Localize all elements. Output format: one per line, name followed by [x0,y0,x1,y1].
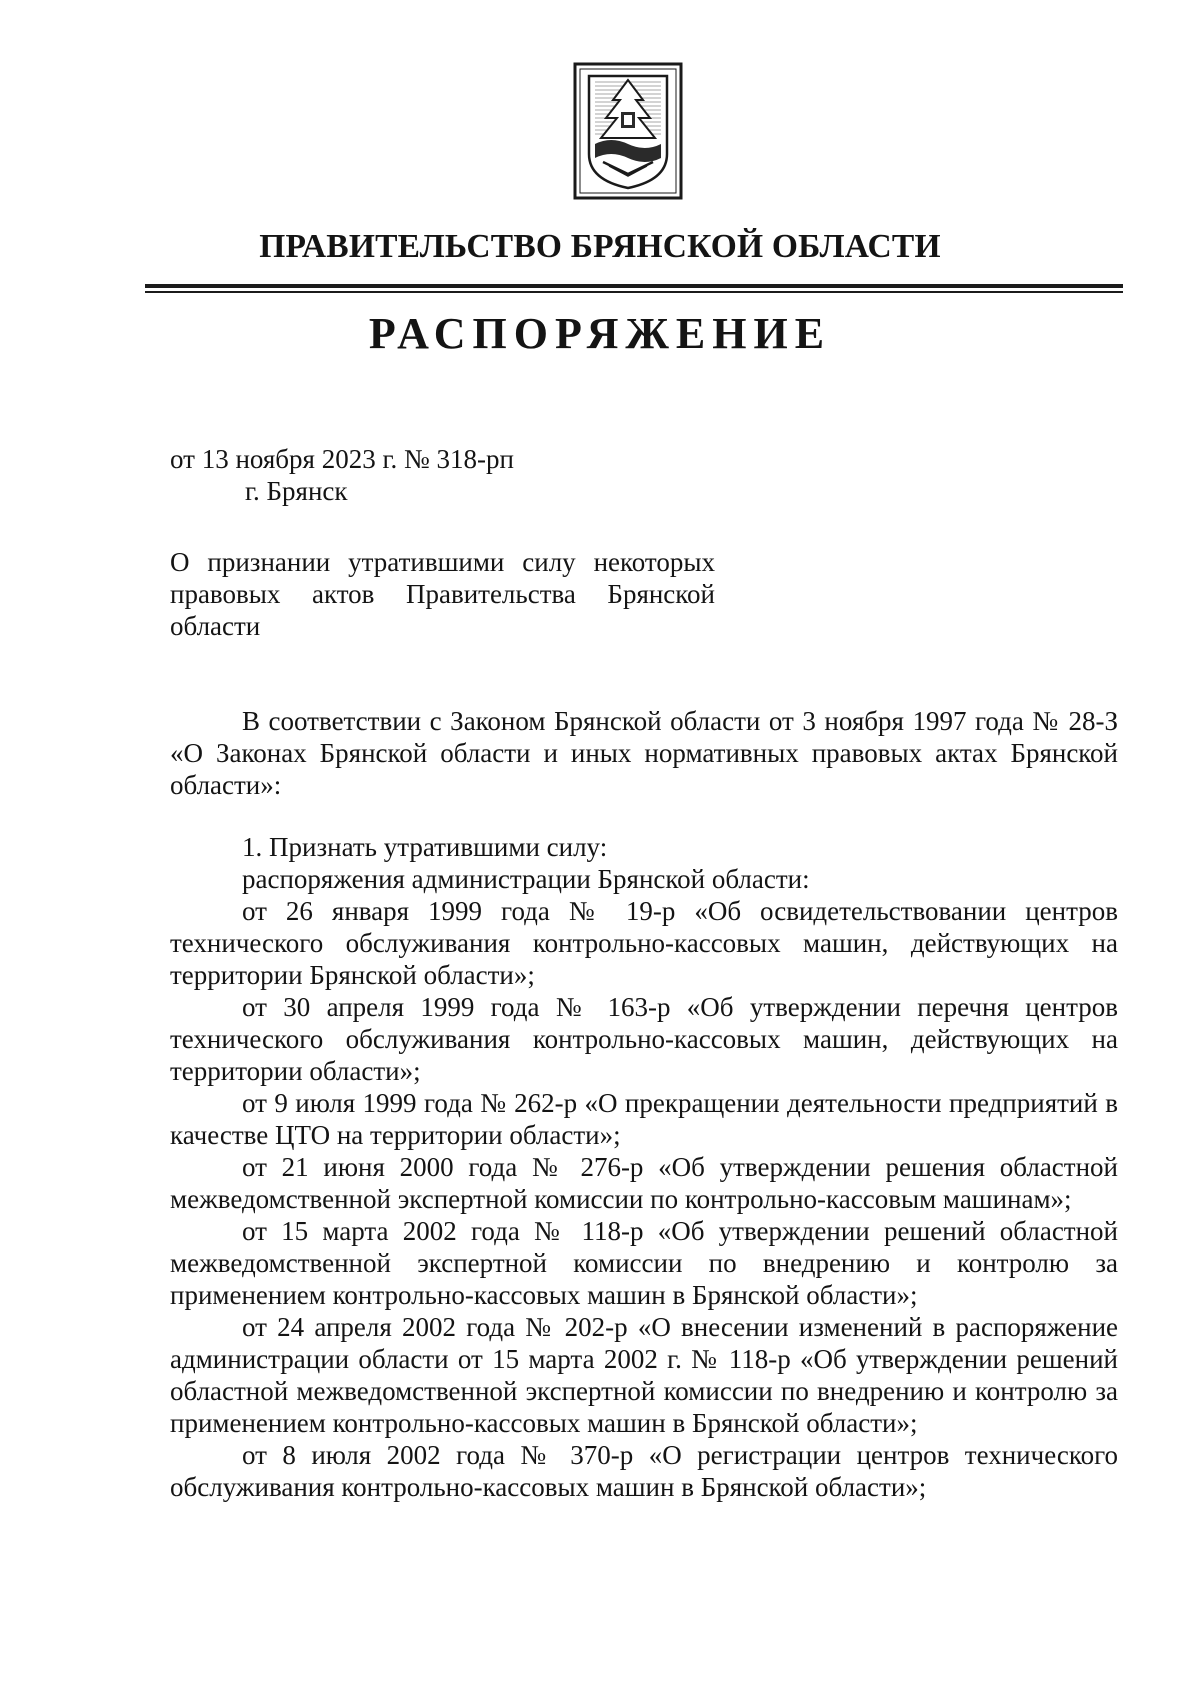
point-1-heading: 1. Признать утратившими силу: [242,832,608,862]
paragraph-spacer [170,801,1118,831]
document-type-title: РАСПОРЯЖЕНИЕ [368,309,832,358]
document-subject: О признании утратившими силу некоторых правовых актов Правительства Брянской области [170,547,715,641]
document-city: г. Брянск [245,476,348,506]
list-item: от 26 января 1999 года № 19-р «Об освидетельствовании центров технического обслуживания контрольно-кассовых машин, действующих на территории Брянской области»; [170,896,1118,990]
list-item: от 24 апреля 2002 года № 202-р «О внесении изменений в распоряжение администрации области от 15 марта 2002 г. № 118-р «Об утверждении решений областной межведомственной экспертной комиссии по внедрению и контролю за применением контрольно-кассовых машин в Брянской области»; [170,1312,1118,1438]
list-item: от 9 июля 1999 года № 262-р «О прекращении деятельности предприятий в качестве ЦТО на территории области»; [170,1088,1118,1150]
header-divider-thin [145,291,1123,293]
document-body [170,705,1118,1503]
document-date-number: от 13 ноября 2023 г. № 318-рп [170,444,514,474]
organization-title: ПРАВИТЕЛЬСТВО БРЯНСКОЙ ОБЛАСТИ [259,228,941,265]
coat-of-arms-icon [573,62,683,200]
header-divider-thick [145,284,1123,288]
list-item: от 21 июня 2000 года № 276-р «Об утверждении решения областной межведомственной экспертной комиссии по контрольно-кассовым машинам»; [170,1152,1118,1214]
list-item: от 15 марта 2002 года № 118-р «Об утверждении решений областной межведомственной экспертной комиссии по внедрению и контролю за применением контрольно-кассовых машин в Брянской области»; [170,1216,1118,1310]
preamble-paragraph: В соответствии с Законом Брянской области от 3 ноября 1997 года № 28-З «О Законах Брянской области и иных нормативных правовых актах Брянской области»: [170,706,1118,800]
point-1-intro: распоряжения администрации Брянской области: [242,864,810,894]
list-item: от 8 июля 2002 года № 370-р «О регистрации центров технического обслуживания контрольно-кассовых машин в Брянской области»; [170,1440,1118,1502]
list-item: от 30 апреля 1999 года № 163-р «Об утверждении перечня центров технического обслуживания контрольно-кассовых машин, действующих на территории области»; [170,992,1118,1086]
